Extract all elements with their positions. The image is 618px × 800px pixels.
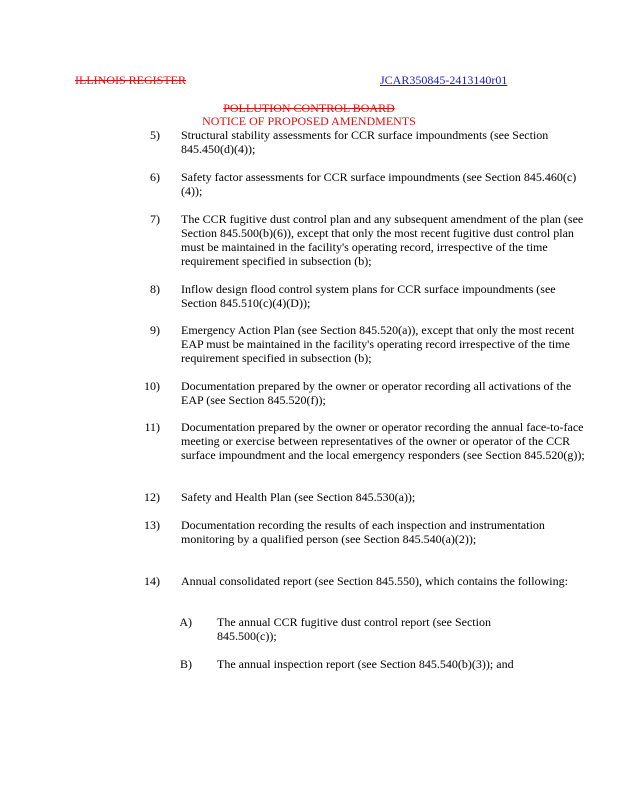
notice-title: NOTICE OF PROPOSED AMENDMENTS [202, 114, 416, 128]
item-text: Annual consolidated report (see Section 845.550), which contains the following: [181, 574, 568, 588]
item-text: The CCR fugitive dust control plan and any subsequent amendment of the plan (see Section 845.500(b)(6)), except that only the most recent fugitive dust control plan must be maintained in the facility's operating record, irrespective of the time requirement specified in subsection (b); [181, 212, 584, 268]
item-number: 13) [144, 518, 160, 532]
item-text: Emergency Action Plan (see Section 845.520(a)), except that only the most recent EAP must be maintained in the facility's operating record irrespective of the time requirement specified in subsection (b); [181, 323, 575, 365]
item-text: Documentation recording the results of each inspection and instrumentation monitoring by a qualified person (see Section 845.540(a)(2)); [181, 518, 545, 546]
item-number: 8) [150, 282, 160, 296]
sub-item-letter: B) [180, 657, 192, 671]
item-text: Safety and Health Plan (see Section 845.530(a)); [181, 490, 416, 504]
register-title: ILLINOIS REGISTER [75, 73, 186, 87]
item-number: 7) [150, 212, 160, 226]
item-text: Documentation prepared by the owner or operator recording the annual face-to-face meeting or exercise between representatives of the owner or operator of the CCR surface impoundment and the local emergency responders (see Section 845.520(g)); [181, 420, 585, 462]
item-number: 14) [144, 574, 160, 588]
document-code-link[interactable]: JCAR350845-2413140r01 [380, 73, 508, 87]
item-number: 10) [144, 379, 160, 393]
item-text: Documentation prepared by the owner or operator recording all activations of the EAP (see Section 845.520(f)); [181, 379, 572, 407]
board-title: POLLUTION CONTROL BOARD [223, 101, 395, 115]
item-number: 12) [144, 490, 160, 504]
sub-item-text: The annual inspection report (see Section 845.540(b)(3)); and [217, 657, 514, 671]
item-number: 9) [150, 323, 160, 337]
item-number: 5) [150, 128, 160, 142]
sub-item-letter: A) [179, 615, 192, 629]
item-number: 11) [144, 420, 160, 434]
sub-item-text: The annual CCR fugitive dust control report (see Section 845.500(c)); [217, 615, 491, 643]
item-text: Safety factor assessments for CCR surface impoundments (see Section 845.460(c)(4)); [181, 170, 577, 198]
item-number: 6) [150, 170, 160, 184]
item-text: Inflow design flood control system plans for CCR surface impoundments (see Section 845.510(c)(4)(D)); [181, 282, 556, 310]
item-text: Structural stability assessments for CCR surface impoundments (see Section 845.450(d)(4)); [181, 128, 549, 156]
